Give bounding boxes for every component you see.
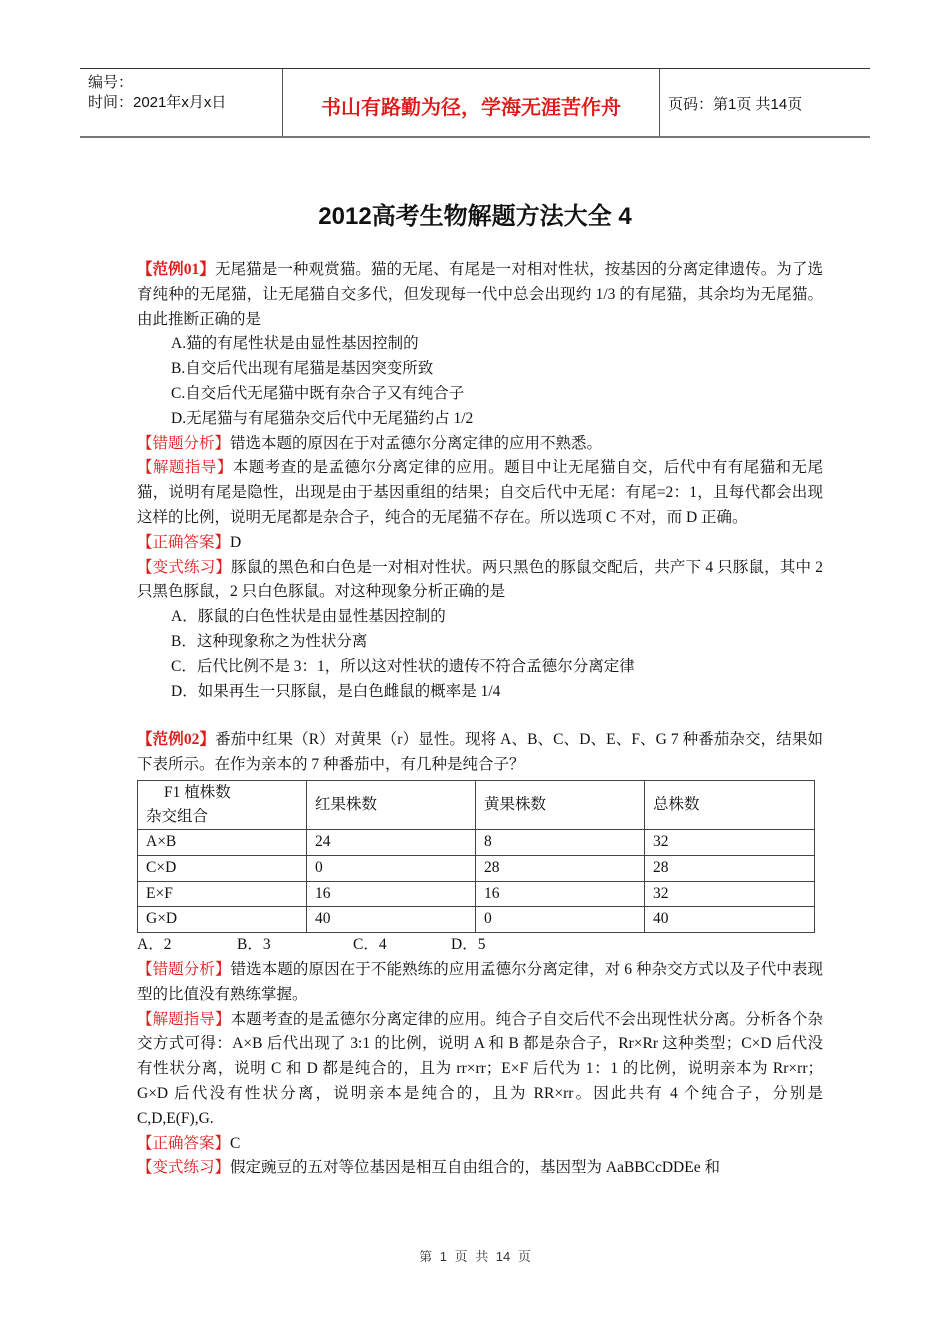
error-label: 【错题分析】 [137,434,231,452]
table-header-row [138,780,815,829]
header-page-info: 页码：第1页 共14页 [668,96,803,113]
example2-answer: 【正确答案】C [137,1134,241,1152]
example1-variant: 【变式练习】豚鼠的黑色和白色是一对相对性状。两只黑色的豚鼠交配后，共产下 4 只豚鼠，其中 2 只黑色豚鼠，2 只白色豚鼠。对这种现象分析正确的是 [137,558,823,601]
table-row: C×D 0 28 28 [138,855,815,881]
option: C.自交后代无尾猫中既有杂合子又有纯合子 [171,384,465,402]
option: B.自交后代出现有尾猫是基因突变所致 [171,360,434,378]
variant-label: 【变式练习】 [137,558,232,576]
example-label: 【范例02】 [137,731,216,749]
option: A．豚鼠的白色性状是由显性基因控制的 [171,608,446,626]
table-row: A×B 24 8 32 [138,829,815,855]
example2-variant: 【变式练习】假定豌豆的五对等位基因是相互自由组合的，基因型为 AaBBCcDDEe 和 [137,1159,720,1177]
choice: B．3 [237,936,271,954]
page-header [80,68,870,138]
serial-label: 编号： [88,74,134,91]
date-label: 时间：2021年x月x日 [88,94,227,111]
example2-choices [137,933,823,958]
table-header: 红果株数 [307,780,476,829]
answer-label: 【正确答案】 [137,533,231,551]
variant-label: 【变式练习】 [137,1159,231,1177]
document-body [137,258,823,1181]
guide-label: 【解题指导】 [137,459,233,477]
page-footer: 第 1 页 共 14 页 [419,1249,531,1264]
option: D.无尾猫与有尾猫杂交后代中无尾猫约占 1/2 [171,409,474,427]
example2-error-analysis: 【错题分析】错选本题的原因在于不能熟练的应用孟德尔分离定律，对 6 种杂交方式以及子代中表现型的比值没有熟练掌握。 [137,960,823,1003]
guide-label: 【解题指导】 [137,1010,231,1028]
example1-guide: 【解题指导】本题考查的是孟德尔分离定律的应用。题目中让无尾猫自交，后代中有有尾猫和无尾猫，说明有尾是隐性，出现是由于基因重组的结果；自交后代中无尾：有尾=2：1，且每代都会出现这样的比例，说明无尾都是杂合子，纯合的无尾猫不存在。所以选项 C 不对，而 D 正确。 [137,459,823,526]
choice: D．5 [451,936,486,954]
example1-error-analysis: 【错题分析】错选本题的原因在于对孟德尔分离定律的应用不熟悉。 [137,434,603,452]
option: A.猫的有尾性状是由显性基因控制的 [171,335,419,353]
table-corner-cell: F1 植株数 杂交组合 [138,780,307,829]
example1-question: 【范例01】无尾猫是一种观赏猫。猫的无尾、有尾是一对相对性状，按基因的分离定律遗传。为了选育纯种的无尾猫，让无尾猫自交多代，但发现每一代中总会出现约 1/3 的有尾猫，其余均为无尾猫。由此推断正确的是 [137,261,823,328]
example2-guide: 【解题指导】本题考查的是孟德尔分离定律的应用。纯合子自交后代不会出现性状分离。分析各个杂交方式可得：A×B 后代出现了 3:1 的比例，说明 A 和 B 都是杂合子，Rr×Rr 这种类型；C×D 后代没有性状分离，说明 C 和 D 都是纯合的，且为 rr×rr；E×F 后代为 1：1 的比例，说明亲本为 Rr×rr；G×D 后代没有性状分离，说明亲本是纯合的，且为 RR×rr。因此共有 4 个纯合子，分别是 C,D,E(F),G. [137,1010,823,1127]
example-label: 【范例01】 [137,261,215,278]
table-header: 总株数 [645,780,815,829]
example1-answer: 【正确答案】D [137,533,242,551]
option: D．如果再生一只豚鼠，是白色雌鼠的概率是 1/4 [171,682,501,700]
document-title: 2012高考生物解题方法大全 4 [318,203,632,230]
cross-results-table [137,780,815,933]
choice: C．4 [353,936,387,954]
option: C．后代比例不是 3：1，所以这对性状的遗传不符合孟德尔分离定律 [171,657,635,675]
header-motto: 书山有路勤为径，学海无涯苦作舟 [282,69,660,136]
error-label: 【错题分析】 [137,960,231,978]
example2-question: 【范例02】番茄中红果（R）对黄果（r）显性。现将 A、B、C、D、E、F、G 7 种番茄杂交，结果如下表所示。在作为亲本的 7 种番茄中，有几种是纯合子？ [137,731,823,774]
table-header: 黄果株数 [476,780,645,829]
choice: A．2 [137,936,172,954]
option: B．这种现象称之为性状分离 [171,632,368,650]
table-row: E×F 16 16 32 [138,881,815,907]
table-row: G×D 40 0 40 [138,907,815,933]
header-meta [80,69,282,136]
answer-label: 【正确答案】 [137,1134,231,1152]
